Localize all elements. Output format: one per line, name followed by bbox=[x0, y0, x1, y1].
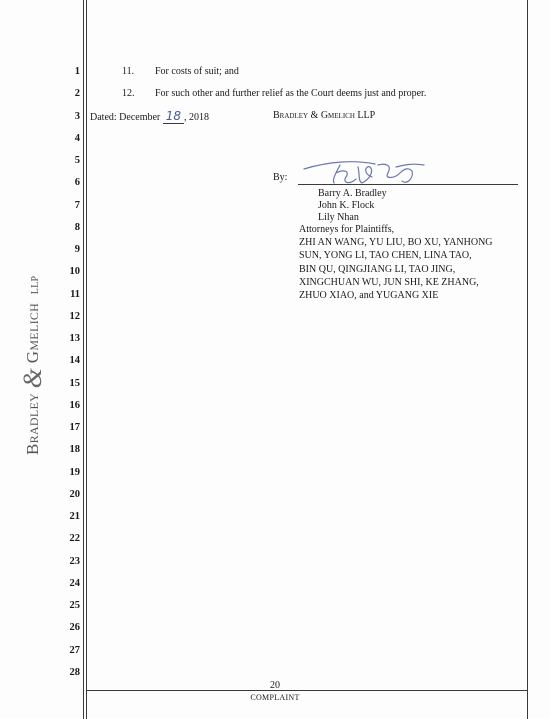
paragraph-text: For such other and further relief as the Court deems just and proper. bbox=[155, 88, 427, 99]
firm-logo-vertical bbox=[18, 276, 48, 455]
line-number: 11 bbox=[70, 289, 80, 300]
firm-name: Bradley & Gmelich LLP bbox=[273, 110, 376, 121]
left-margin-rule-outer bbox=[83, 0, 84, 719]
line-number: 16 bbox=[69, 400, 80, 411]
paragraph-number: 11. bbox=[122, 66, 135, 77]
dated-suffix: , 2018 bbox=[184, 112, 210, 123]
logo-ampersand: & bbox=[18, 367, 47, 389]
line-number: 22 bbox=[69, 533, 80, 544]
line-number: 19 bbox=[69, 467, 80, 478]
attorney-name: Lily Nhan bbox=[318, 212, 359, 223]
line-number: 12 bbox=[69, 311, 80, 322]
line-number: 28 bbox=[69, 667, 80, 678]
line-number: 15 bbox=[69, 378, 80, 389]
paragraph-text: For costs of suit; and bbox=[155, 66, 239, 77]
line-number: 7 bbox=[74, 200, 80, 211]
plaintiffs-line: SUN, YONG LI, TAO CHEN, LINA TAO, bbox=[299, 250, 472, 261]
line-number: 14 bbox=[69, 355, 80, 366]
plaintiffs-line: BIN QU, QINGJIANG LI, TAO JING, bbox=[299, 264, 456, 275]
signature-by-label: By: bbox=[273, 172, 288, 183]
attorneys-for-label: Attorneys for Plaintiffs, bbox=[299, 224, 395, 235]
line-number: 10 bbox=[69, 266, 80, 277]
line-number: 26 bbox=[69, 622, 80, 633]
logo-name-b: Gmelich bbox=[23, 302, 42, 364]
dated-prefix: Dated: December bbox=[90, 112, 161, 123]
attorney-name: Barry A. Bradley bbox=[318, 188, 387, 199]
line-number: 24 bbox=[69, 578, 80, 589]
page-number: 20 bbox=[270, 680, 280, 691]
logo-name-a: Bradley bbox=[23, 392, 42, 455]
line-number: 5 bbox=[74, 155, 80, 166]
dated-day-handwritten: 18 bbox=[163, 109, 184, 124]
line-number: 21 bbox=[69, 511, 80, 522]
attorney-name: John K. Flock bbox=[318, 200, 375, 211]
paragraph-number: 12. bbox=[122, 88, 135, 99]
line-number: 27 bbox=[69, 645, 80, 656]
line-number: 3 bbox=[74, 111, 80, 122]
line-number: 17 bbox=[69, 422, 80, 433]
line-number: 18 bbox=[69, 444, 80, 455]
dated-line bbox=[90, 110, 209, 124]
line-number: 13 bbox=[69, 333, 80, 344]
document-title-footer: COMPLAINT bbox=[250, 693, 300, 702]
signature-line bbox=[298, 184, 518, 185]
plaintiffs-line: ZHI AN WANG, YU LIU, BO XU, YANHONG bbox=[299, 237, 493, 248]
line-number: 6 bbox=[74, 177, 80, 188]
line-number: 9 bbox=[74, 244, 80, 255]
line-number: 4 bbox=[74, 133, 80, 144]
line-number: 1 bbox=[74, 66, 80, 77]
plaintiffs-line: ZHUO XIAO, and YUGANG XIE bbox=[299, 290, 439, 301]
line-number: 2 bbox=[74, 88, 80, 99]
line-number: 25 bbox=[69, 600, 80, 611]
logo-suffix: LLP bbox=[30, 275, 41, 295]
line-number: 20 bbox=[69, 489, 80, 500]
right-margin-rule bbox=[527, 0, 528, 719]
plaintiffs-line: XINGCHUAN WU, JUN SHI, KE ZHANG, bbox=[299, 277, 479, 288]
left-margin-rule-inner bbox=[86, 0, 87, 719]
line-number: 8 bbox=[74, 222, 80, 233]
line-number: 23 bbox=[69, 556, 80, 567]
